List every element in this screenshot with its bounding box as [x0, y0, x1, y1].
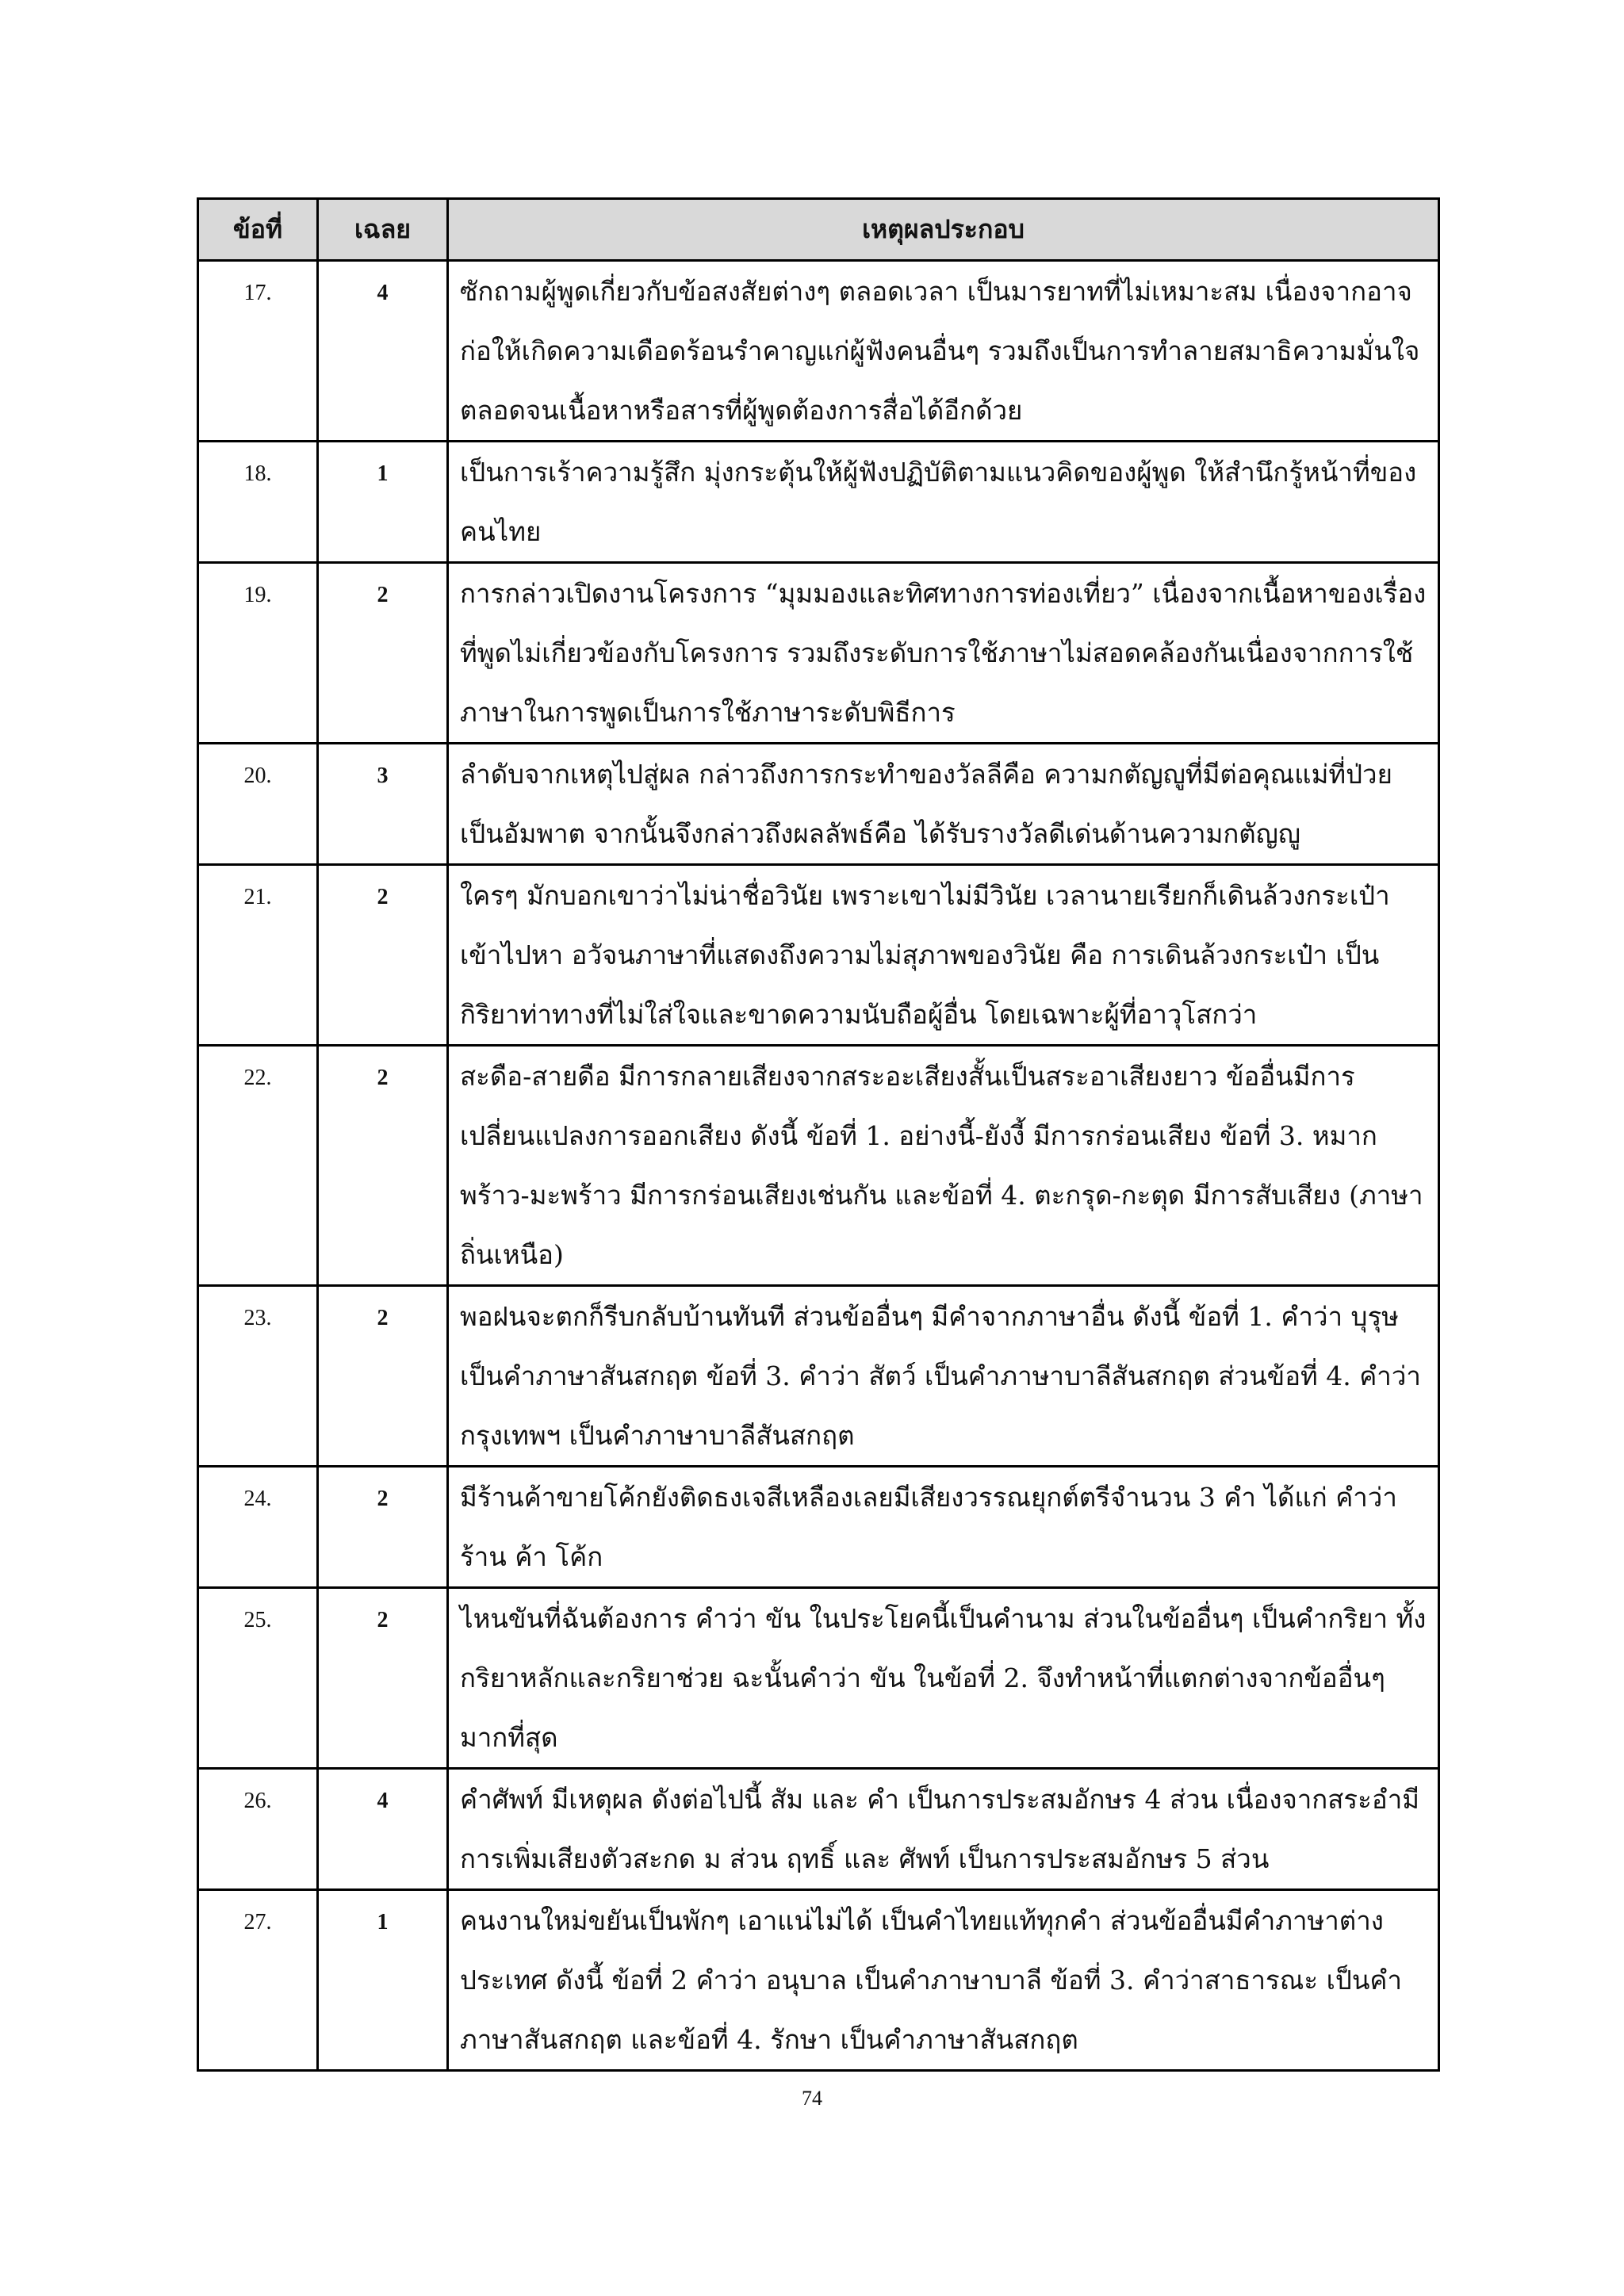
row-reason: เป็นการเร้าความรู้สึก มุ่งกระตุ้นให้ผู้ฟังปฏิบัติตามแนวคิดของผู้พูด ให้สำนึกรู้หน้าที่ของคนไทย [448, 442, 1439, 563]
row-number: 19. [198, 563, 318, 744]
table-row [198, 1046, 1439, 1286]
table-row [198, 1890, 1439, 2071]
row-answer: 1 [318, 442, 448, 563]
table-row [198, 1286, 1439, 1467]
row-answer: 2 [318, 1046, 448, 1286]
row-number: 23. [198, 1286, 318, 1467]
row-number: 21. [198, 865, 318, 1046]
table-row [198, 1769, 1439, 1890]
row-number: 27. [198, 1890, 318, 2071]
row-reason: ลำดับจากเหตุไปสู่ผล กล่าวถึงการกระทำของวัลลีคือ ความกตัญญูที่มีต่อคุณแม่ที่ป่วยเป็นอัมพาต จากนั้นจึงกล่าวถึงผลลัพธ์คือ ได้รับรางวัลดีเด่นด้านความกตัญญู [448, 744, 1439, 865]
header-number: ข้อที่ [198, 199, 318, 261]
row-answer: 2 [318, 865, 448, 1046]
row-reason: มีร้านค้าขายโค้กยังติดธงเจสีเหลืองเลยมีเสียงวรรณยุกต์ตรีจำนวน 3 คำ ได้แก่ คำว่า ร้าน ค้า โค้ก [448, 1467, 1439, 1588]
row-reason: ใครๆ มักบอกเขาว่าไม่น่าชื่อวินัย เพราะเขาไม่มีวินัย เวลานายเรียกก็เดินล้วงกระเป๋าเข้าไปหา อวัจนภาษาที่แสดงถึงความไม่สุภาพของวินัย คือ การเดินล้วงกระเป๋า เป็นกิริยาท่าทางที่ไม่ใส่ใจและขาดความนับถือผู้อื่น โดยเฉพาะผู้ที่อาวุโสกว่า [448, 865, 1439, 1046]
row-number: 26. [198, 1769, 318, 1890]
row-reason: พอฝนจะตกก็รีบกลับบ้านทันที ส่วนข้ออื่นๆ มีคำจากภาษาอื่น ดังนี้ ข้อที่ 1. คำว่า บุรุษ เป็นคำภาษาสันสกฤต ข้อที่ 3. คำว่า สัตว์ เป็นคำภาษาบาลีสันสกฤต ส่วนข้อที่ 4. คำว่า กรุงเทพฯ เป็นคำภาษาบาลีสันสกฤต [448, 1286, 1439, 1467]
row-number: 18. [198, 442, 318, 563]
table-row [198, 442, 1439, 563]
row-answer: 3 [318, 744, 448, 865]
table-row [198, 1588, 1439, 1769]
row-number: 20. [198, 744, 318, 865]
answer-key-table [197, 197, 1440, 2072]
row-reason: ไหนขันที่ฉันต้องการ คำว่า ขัน ในประโยคนี้เป็นคำนาม ส่วนในข้ออื่นๆ เป็นคำกริยา ทั้งกริยาหลักและกริยาช่วย ฉะนั้นคำว่า ขัน ในข้อที่ 2. จึงทำหน้าที่แตกต่างจากข้ออื่นๆ มากที่สุด [448, 1588, 1439, 1769]
row-answer: 2 [318, 563, 448, 744]
row-number: 22. [198, 1046, 318, 1286]
table-row [198, 1467, 1439, 1588]
row-reason: คนงานใหม่ขยันเป็นพักๆ เอาแน่ไม่ได้ เป็นคำไทยแท้ทุกคำ ส่วนข้ออื่นมีคำภาษาต่างประเทศ ดังนี้ ข้อที่ 2 คำว่า อนุบาล เป็นคำภาษาบาลี ข้อที่ 3. คำว่าสาธารณะ เป็นคำภาษาสันสกฤต และข้อที่ 4. รักษา เป็นคำภาษาสันสกฤต [448, 1890, 1439, 2071]
table-header-row [198, 199, 1439, 261]
row-answer: 2 [318, 1467, 448, 1588]
page-number: 74 [802, 2087, 822, 2110]
row-number: 17. [198, 261, 318, 442]
row-reason: ซักถามผู้พูดเกี่ยวกับข้อสงสัยต่างๆ ตลอดเวลา เป็นมารยาทที่ไม่เหมาะสม เนื่องจากอาจก่อให้เกิดความเดือดร้อนรำคาญแก่ผู้ฟังคนอื่นๆ รวมถึงเป็นการทำลายสมาธิความมั่นใจ ตลอดจนเนื้อหาหรือสารที่ผู้พูดต้องการสื่อได้อีกด้วย [448, 261, 1439, 442]
table-row [198, 563, 1439, 744]
table-row [198, 865, 1439, 1046]
row-answer: 4 [318, 261, 448, 442]
row-number: 25. [198, 1588, 318, 1769]
row-reason: สะดือ-สายดือ มีการกลายเสียงจากสระอะเสียงสั้นเป็นสระอาเสียงยาว ข้ออื่นมีการเปลี่ยนแปลงการออกเสียง ดังนี้ ข้อที่ 1. อย่างนี้-ยังงี้ มีการกร่อนเสียง ข้อที่ 3. หมากพร้าว-มะพร้าว มีการกร่อนเสียงเช่นกัน และข้อที่ 4. ตะกรุด-กะตุด มีการสับเสียง (ภาษาถิ่นเหนือ) [448, 1046, 1439, 1286]
row-reason: การกล่าวเปิดงานโครงการ “มุมมองและทิศทางการท่องเที่ยว” เนื่องจากเนื้อหาของเรื่องที่พูดไม่เกี่ยวข้องกับโครงการ รวมถึงระดับการใช้ภาษาไม่สอดคล้องกันเนื่องจากการใช้ภาษาในการพูดเป็นการใช้ภาษาระดับพิธีการ [448, 563, 1439, 744]
row-answer: 2 [318, 1588, 448, 1769]
row-answer: 2 [318, 1286, 448, 1467]
row-answer: 1 [318, 1890, 448, 2071]
header-reason: เหตุผลประกอบ [448, 199, 1439, 261]
header-answer: เฉลย [318, 199, 448, 261]
table-row [198, 261, 1439, 442]
row-number: 24. [198, 1467, 318, 1588]
row-answer: 4 [318, 1769, 448, 1890]
row-reason: คำศัพท์ มีเหตุผล ดังต่อไปนี้ สัม และ คำ เป็นการประสมอักษร 4 ส่วน เนื่องจากสระอำมีการเพิ่มเสียงตัวสะกด ม ส่วน ฤทธิ์ และ ศัพท์ เป็นการประสมอักษร 5 ส่วน [448, 1769, 1439, 1890]
table-row [198, 744, 1439, 865]
